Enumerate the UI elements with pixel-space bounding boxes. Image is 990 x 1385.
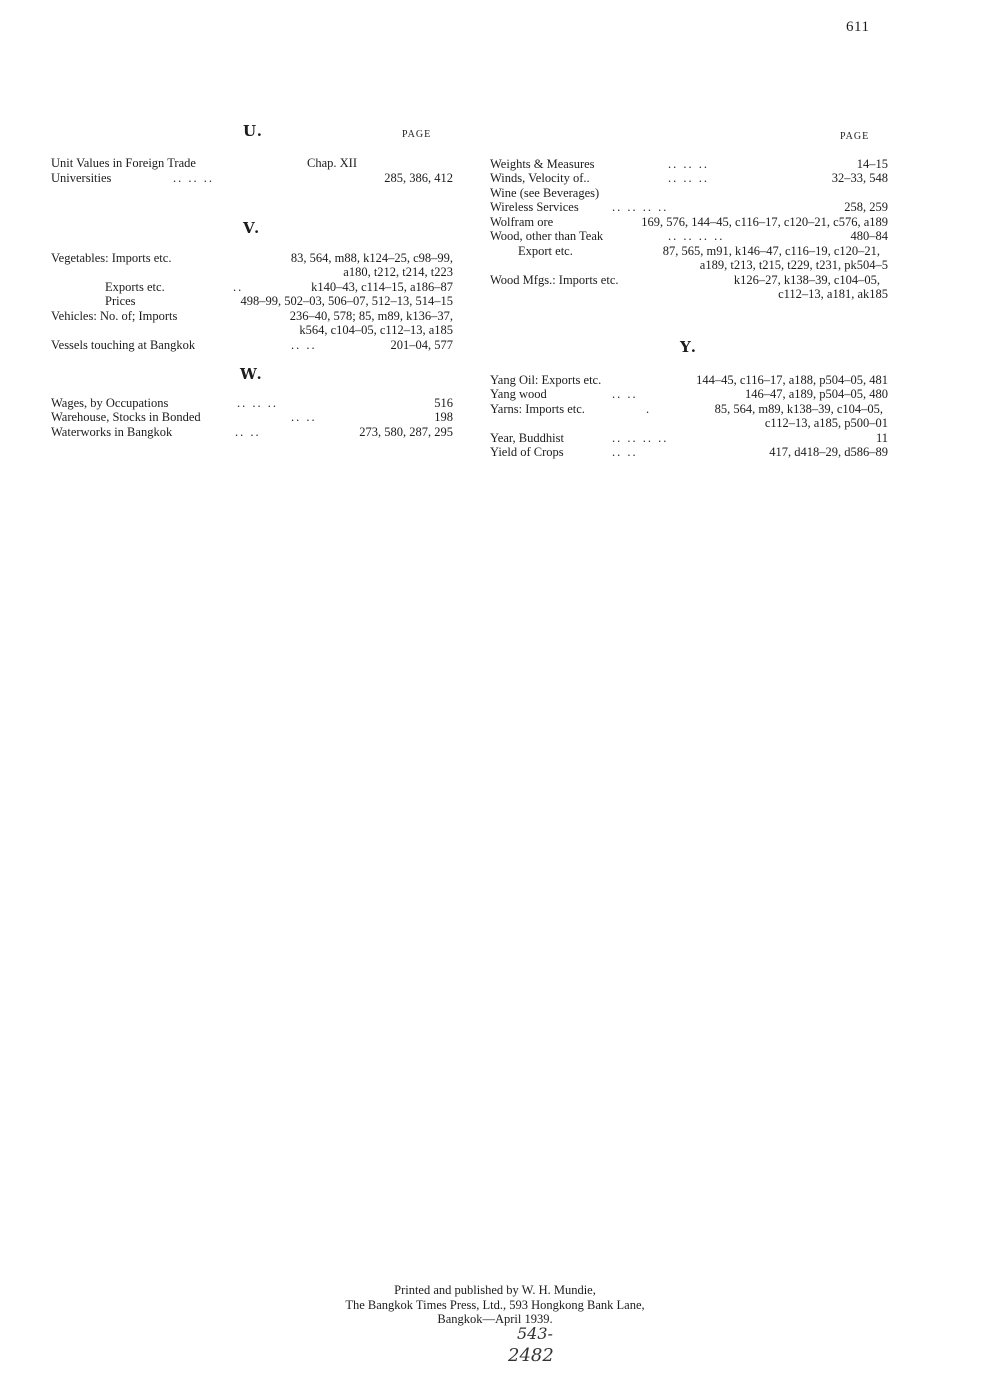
index-entry-continuation: a189, t213, t215, t229, t231, pk504–5 xyxy=(699,258,888,272)
page-number: 611 xyxy=(846,19,870,35)
index-entry-continuation: c112–13, a185, p500–01 xyxy=(764,416,888,430)
imprint-line: Bangkok—April 1939. xyxy=(437,1312,553,1326)
imprint-line: The Bangkok Times Press, Ltd., 593 Hongkong Bank Lane, xyxy=(345,1297,645,1312)
imprint-line: Printed and published by W. H. Mundie, xyxy=(394,1283,596,1297)
imprint-footer xyxy=(240,1283,750,1327)
index-entry-continuation: k564, c104–05, c112–13, a185 xyxy=(299,323,453,337)
section-letter-w: W. xyxy=(240,365,264,383)
index-entry-continuation: c112–13, a181, ak185 xyxy=(778,287,888,301)
page-column-header: PAGE xyxy=(402,129,432,140)
handwritten-note: 2482 xyxy=(508,1345,554,1366)
section-letter-y: Y. xyxy=(680,338,698,356)
page-column-header: PAGE xyxy=(840,131,870,142)
section-letter-v: V. xyxy=(243,219,262,237)
index-entry-continuation: a180, t212, t214, t223 xyxy=(343,265,453,279)
section-letter-u: U. xyxy=(243,122,264,140)
handwritten-note: 543- xyxy=(517,1324,553,1343)
